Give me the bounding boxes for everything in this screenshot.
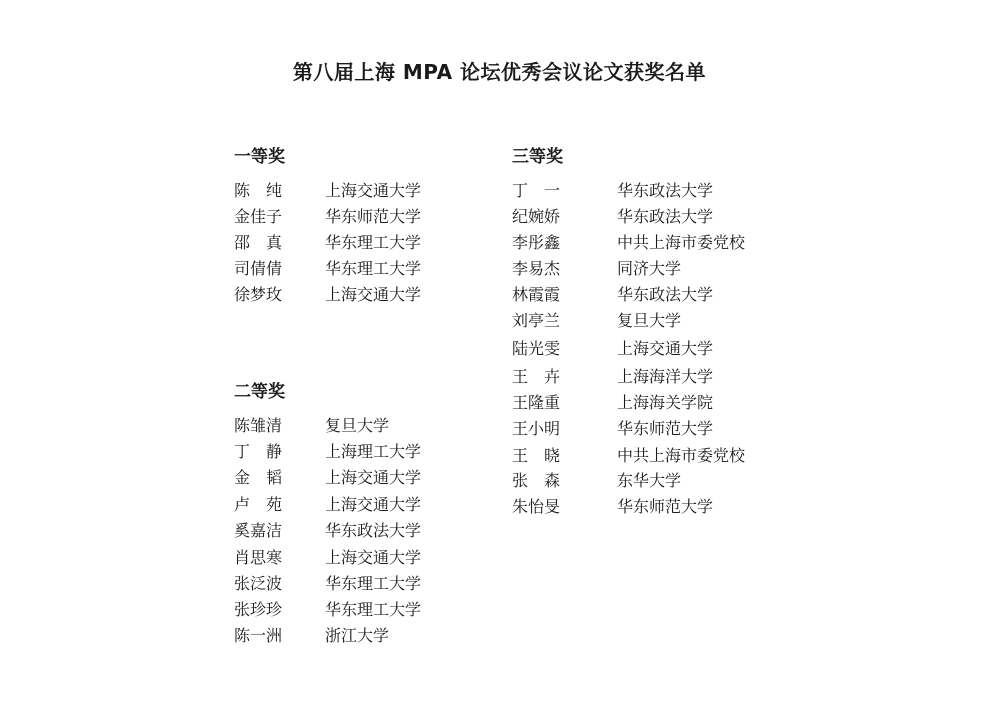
winner-institution: 上海交通大学 — [325, 181, 422, 200]
winner-name: 王隆重 — [512, 393, 561, 412]
winner-institution: 复旦大学 — [325, 416, 390, 435]
page-title: 第八届上海 MPA 论坛优秀会议论文获奖名单 — [292, 60, 707, 84]
winner-institution: 东华大学 — [617, 471, 682, 490]
winner-name: 张珍珍 — [234, 600, 283, 619]
winner-institution: 同济大学 — [617, 259, 682, 278]
winner-name: 陆光雯 — [512, 339, 561, 358]
second-prize-heading: 二等奖 — [234, 382, 285, 402]
winner-name: 王小明 — [512, 419, 561, 438]
winner-name: 王 卉 — [512, 367, 561, 386]
winner-name: 邵 真 — [234, 233, 283, 252]
winner-institution: 上海交通大学 — [325, 495, 422, 514]
winner-institution: 上海交通大学 — [325, 285, 422, 304]
winner-institution: 华东政法大学 — [617, 207, 714, 226]
winner-institution: 华东政法大学 — [617, 285, 714, 304]
winner-name: 徐梦玫 — [234, 285, 283, 304]
winner-name: 刘亭兰 — [512, 311, 561, 330]
winner-name: 李彤鑫 — [512, 233, 561, 252]
winner-name: 张泛波 — [234, 574, 283, 593]
winner-institution: 上海交通大学 — [325, 468, 422, 487]
winner-institution: 华东理工大学 — [325, 233, 422, 252]
winner-name: 丁 一 — [512, 181, 561, 200]
winner-institution: 上海交通大学 — [617, 339, 714, 358]
winner-name: 陈 纯 — [234, 181, 283, 200]
winner-name: 金 韬 — [234, 468, 283, 487]
third-prize-heading: 三等奖 — [512, 147, 563, 167]
winner-name: 司倩倩 — [234, 259, 283, 278]
winner-institution: 上海海洋大学 — [617, 367, 714, 386]
winner-name: 陈雏清 — [234, 416, 283, 435]
winner-institution: 复旦大学 — [617, 311, 682, 330]
winner-institution: 浙江大学 — [325, 626, 390, 645]
winner-name: 丁 静 — [234, 442, 283, 461]
winner-institution: 中共上海市委党校 — [617, 446, 746, 465]
winner-name: 金佳子 — [234, 207, 283, 226]
winner-institution: 华东理工大学 — [325, 574, 422, 593]
winner-name: 王 晓 — [512, 446, 561, 465]
winner-name: 林霞霞 — [512, 285, 561, 304]
winner-institution: 华东政法大学 — [617, 181, 714, 200]
winner-institution: 上海海关学院 — [617, 393, 714, 412]
winner-name: 肖思寒 — [234, 548, 283, 567]
winner-institution: 华东师范大学 — [617, 497, 714, 516]
winner-institution: 上海理工大学 — [325, 442, 422, 461]
winner-institution: 华东师范大学 — [617, 419, 714, 438]
winner-name: 奚嘉洁 — [234, 521, 283, 540]
first-prize-heading: 一等奖 — [234, 147, 285, 167]
winner-name: 李易杰 — [512, 259, 561, 278]
winner-institution: 华东理工大学 — [325, 600, 422, 619]
winner-name: 纪婉娇 — [512, 207, 561, 226]
winner-institution: 中共上海市委党校 — [617, 233, 746, 252]
winner-institution: 华东政法大学 — [325, 521, 422, 540]
winner-institution: 华东理工大学 — [325, 259, 422, 278]
winner-institution: 上海交通大学 — [325, 548, 422, 567]
winner-name: 张 森 — [512, 471, 561, 490]
winner-name: 陈一洲 — [234, 626, 283, 645]
winner-name: 朱怡旻 — [512, 497, 561, 516]
winner-institution: 华东师范大学 — [325, 207, 422, 226]
winner-name: 卢 苑 — [234, 495, 283, 514]
